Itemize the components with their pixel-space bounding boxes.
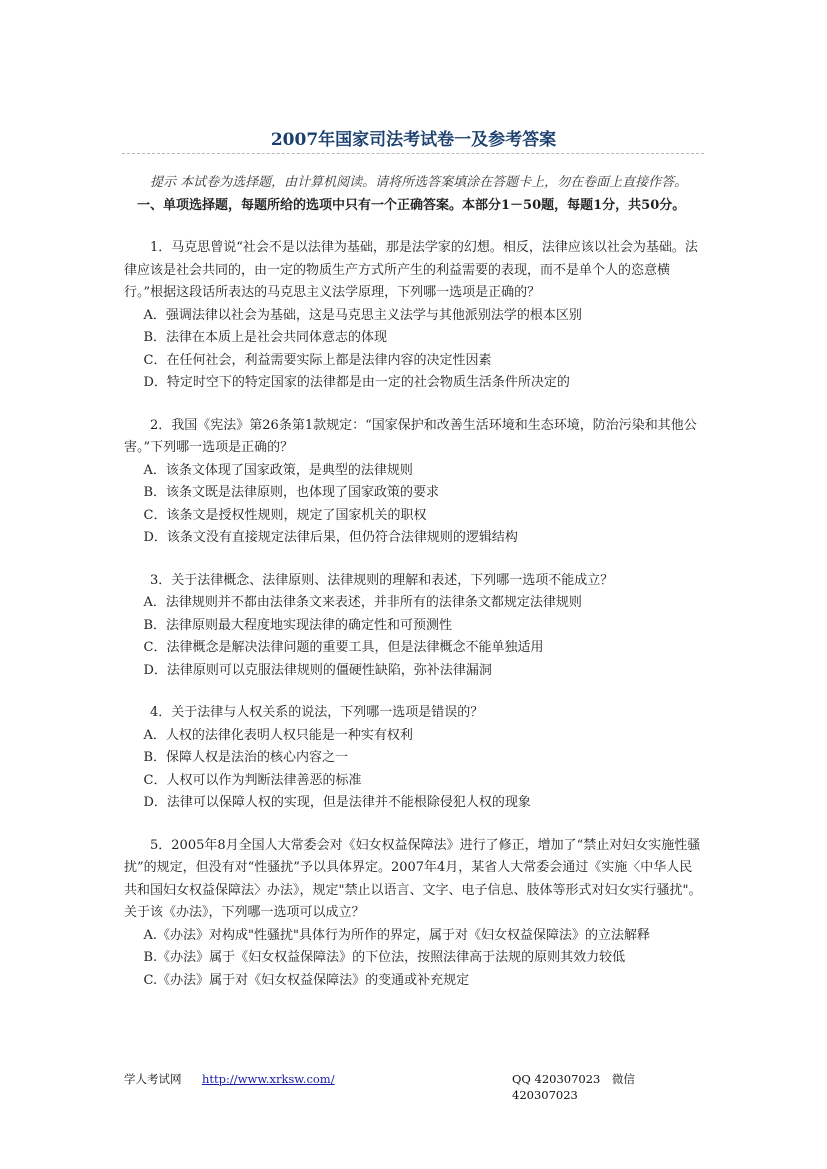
option-a: A.《办法》对构成"性骚扰"具体行为所作的界定，属于对《妇女权益保障法》的立法解释: [143, 927, 650, 943]
option-c: C.《办法》属于对《妇女权益保障法》的变通或补充规定: [143, 972, 470, 988]
option-c: C．该条文是授权性规则，规定了国家机关的职权: [143, 507, 427, 523]
option-c: C．人权可以作为判断法律善恶的标准: [143, 772, 362, 788]
option-b: B．保障人权是法治的核心内容之一: [143, 750, 349, 765]
document-body: [124, 172, 702, 992]
option-d: D．该条文没有直接规定法律后果，但仍符合法律规则的逻辑结构: [143, 530, 518, 545]
footer-site-name: 学人考试网: [124, 1072, 182, 1086]
question-1: [124, 237, 702, 395]
question-stem: 1．马克思曾说“社会不是以法律为基础，那是法学家的幻想。相反，法律应该以社会为基础。法律应该是社会共同的，由一定的物质生产方式所产生的利益需要的表现，而不是单个人的恣意横行。”根据这段话所表达的马克思主义法学原理，下列哪一选项是正确的？: [124, 240, 698, 300]
option-a: A．强调法律以社会为基础，这是马克思主义法学与其他派别法学的根本区别: [143, 307, 582, 323]
option-d: D．法律可以保障人权的实现，但是法律并不能根除侵犯人权的现象: [143, 795, 531, 810]
question-stem: 2．我国《宪法》第26条第1款规定：“国家保护和改善生活环境和生态环境，防治污染和其他公害。”下列哪一选项是正确的？: [124, 417, 697, 455]
footer-website-link[interactable]: http://www.xrksw.com/: [202, 1072, 335, 1086]
option-b: B．法律原则最大程度地实现法律的确定性和可预测性: [143, 617, 453, 633]
document-title: 2007年国家司法考试卷一及参考答案: [270, 130, 557, 150]
option-b: B．该条文既是法律原则，也体现了国家政策的要求: [143, 485, 440, 500]
option-a: A．该条文体现了国家政策，是典型的法律规则: [143, 462, 413, 478]
title-divider: [122, 153, 704, 154]
option-a: A．人权的法律化表明人权只能是一种实有权利: [143, 727, 413, 743]
option-b: B．法律在本质上是社会共同体意志的体现: [143, 330, 388, 345]
question-3: [124, 570, 702, 683]
exam-hint: 提示 本试卷为选择题，由计算机阅读。请将所选答案填涂在答题卡上，勿在卷面上直接作答。: [150, 175, 688, 190]
option-a: A．法律规则并不都由法律条文来表述，并非所有的法律条文都规定法律规则: [143, 595, 582, 610]
question-4: [124, 702, 702, 815]
question-stem: 5．2005年8月全国人大常委会对《妇女权益保障法》进行了修正，增加了“禁止对妇女实施性骚扰”的规定，但没有对“性骚扰”予以具体界定。2007年4月，某省人大常委会通过《实施〈中华人民共和国妇女权益保障法〉办法》，规定"禁止以语言、文字、电子信息、肢体等形式对妇女实行骚扰"。关于该《办法》，下列哪一选项可以成立？: [124, 837, 702, 920]
footer-contact: QQ 420307023 微信 420307023: [512, 1072, 635, 1102]
question-5: [124, 835, 702, 993]
question-stem: 4．关于法律与人权关系的说法，下列哪一选项是错误的？: [150, 705, 484, 720]
question-2: [124, 415, 702, 550]
section-heading: 一、单项选择题，每题所给的选项中只有一个正确答案。本部分1－50题，每题1分，共50分。: [137, 197, 686, 213]
option-d: D．法律原则可以克服法律规则的僵硬性缺陷，弥补法律漏洞: [143, 662, 492, 678]
question-stem: 3．关于法律概念、法律原则、法律规则的理解和表述，下列哪一选项不能成立？: [150, 572, 614, 588]
option-c: C．在任何社会，利益需要实际上都是法律内容的决定性因素: [143, 352, 492, 368]
option-b: B.《办法》属于《妇女权益保障法》的下位法，按照法律高于法规的原则其效力较低: [143, 950, 626, 965]
option-c: C．法律概念是解决法律问题的重要工具，但是法律概念不能单独适用: [143, 640, 544, 655]
option-d: D．特定时空下的特定国家的法律都是由一定的社会物质生活条件所决定的: [143, 375, 570, 390]
